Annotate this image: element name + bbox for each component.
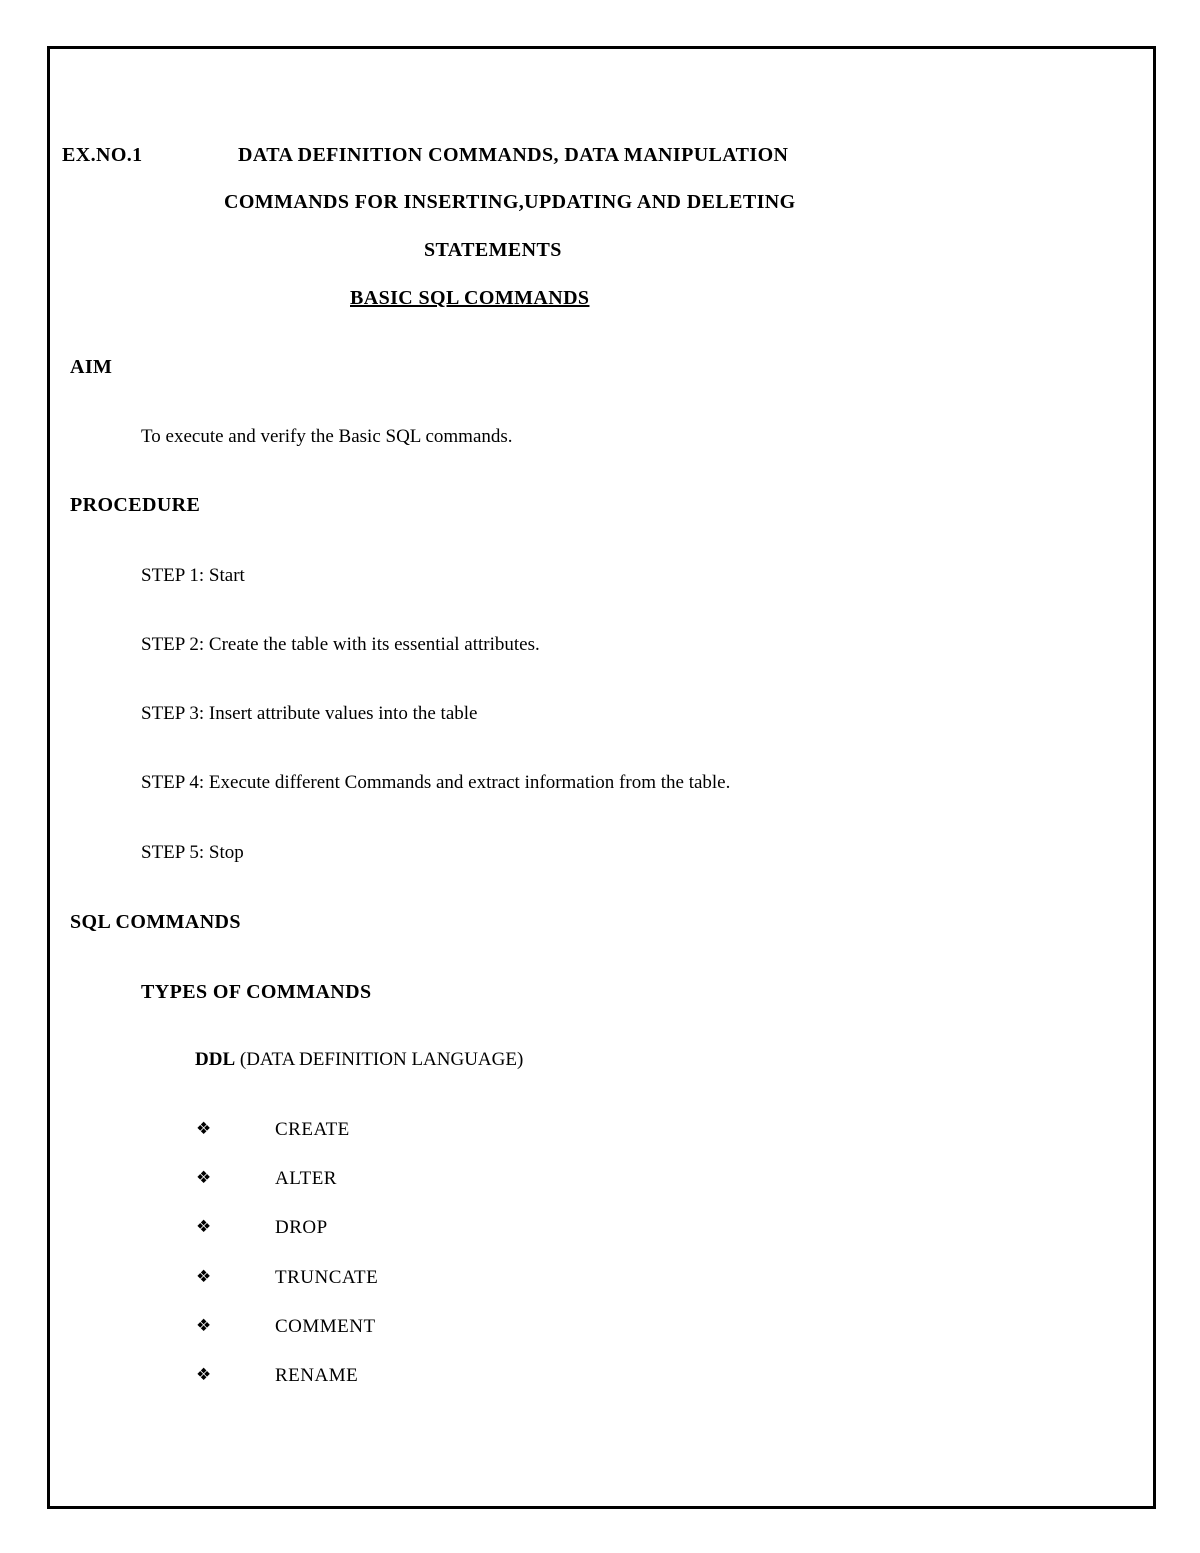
diamond-bullet-icon: ❖ [196,1365,212,1385]
procedure-heading: PROCEDURE [70,494,201,516]
diamond-bullet-icon: ❖ [196,1267,212,1287]
aim-heading: AIM [70,356,113,378]
diamond-bullet-icon: ❖ [196,1168,212,1188]
ddl-command-item: COMMENT [275,1316,376,1337]
ddl-command-item: RENAME [275,1365,359,1386]
ddl-command-item: CREATE [275,1119,350,1140]
ddl-command-item: TRUNCATE [275,1267,379,1288]
title-line-2: COMMANDS FOR INSERTING,UPDATING AND DELETING [224,191,796,213]
procedure-step: STEP 4: Execute different Commands and extract information from the table. [141,772,731,793]
ddl-description: (DATA DEFINITION LANGUAGE) [239,1049,524,1070]
ddl-command-item: DROP [275,1217,328,1238]
procedure-step: STEP 2: Create the table with its essential attributes. [141,634,540,655]
procedure-step: STEP 3: Insert attribute values into the table [141,703,478,724]
types-of-commands-heading: TYPES OF COMMANDS [141,981,372,1003]
ddl-label: DDL [195,1049,236,1070]
aim-text: To execute and verify the Basic SQL commands. [141,426,513,447]
procedure-step: STEP 5: Stop [141,842,244,863]
sql-commands-heading: SQL COMMANDS [70,911,241,933]
procedure-step: STEP 1: Start [141,565,245,586]
ddl-line [195,1050,523,1069]
diamond-bullet-icon: ❖ [196,1217,212,1237]
document-subtitle: BASIC SQL COMMANDS [350,287,590,309]
ddl-command-item: ALTER [275,1168,337,1189]
title-line-3: STATEMENTS [424,239,562,261]
title-line-1: DATA DEFINITION COMMANDS, DATA MANIPULATION [238,144,789,166]
exercise-number: EX.NO.1 [62,144,143,166]
diamond-bullet-icon: ❖ [196,1119,212,1139]
diamond-bullet-icon: ❖ [196,1316,212,1336]
